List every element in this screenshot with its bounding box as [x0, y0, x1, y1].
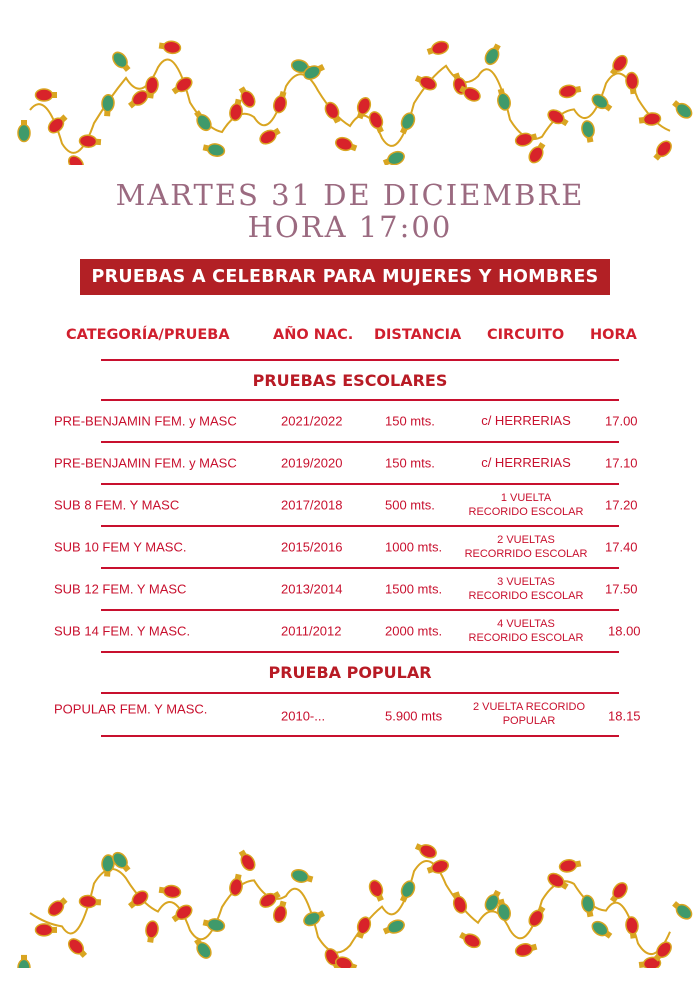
light-bulb-icon	[18, 120, 30, 142]
cell-circuito	[456, 491, 596, 519]
circuito-line: RECORRIDO ESCOLAR	[464, 548, 588, 560]
light-bulb-icon	[46, 112, 70, 135]
light-bulb-icon	[670, 899, 694, 922]
cell-categoria: SUB 10 FEM Y MASC.	[54, 539, 187, 555]
cell-distancia: 1000 mts.	[385, 539, 443, 555]
light-bulb-icon	[625, 72, 640, 95]
event-date: MARTES 31 DE DICIEMBRE	[115, 178, 585, 212]
col-header-hora: HORA	[590, 327, 637, 343]
cell-ano: 2019/2020	[281, 455, 343, 471]
light-bulb-icon	[670, 98, 694, 121]
light-bulb-icon	[66, 153, 89, 165]
col-header-ano-nac: AÑO NAC.	[273, 327, 354, 343]
light-bulb-icon	[46, 895, 70, 918]
light-bulb-icon	[110, 850, 133, 874]
light-bulb-icon	[79, 895, 101, 908]
light-bulb-icon	[290, 868, 314, 885]
light-bulb-icon	[397, 879, 417, 904]
col-header-categoria: CATEGORÍA/PRUEBA	[66, 327, 230, 343]
table-row	[0, 569, 700, 609]
light-bulb-icon	[334, 135, 358, 154]
light-bulb-icon	[414, 841, 439, 861]
light-bulb-icon	[66, 936, 89, 960]
garland-wire	[30, 861, 670, 954]
circuito-line: 2 VUELTAS	[497, 534, 555, 546]
table-row	[0, 401, 700, 441]
circuito-line: 1 VUELTA	[500, 492, 552, 504]
cell-circuito	[456, 617, 596, 645]
light-bulb-icon	[559, 858, 582, 874]
divider	[101, 359, 619, 361]
banner-title: PRUEBAS A CELEBRAR PARA MUJERES Y HOMBRES	[80, 259, 610, 295]
light-bulb-icon	[18, 955, 30, 968]
light-bulb-icon	[202, 141, 226, 157]
cell-distancia: 1500 mts.	[385, 581, 443, 597]
light-bulb-icon	[367, 878, 386, 902]
cell-ano: 2015/2016	[281, 539, 343, 555]
col-header-circuito: CIRCUITO	[487, 327, 565, 343]
light-bulb-icon	[580, 894, 596, 917]
light-bulb-icon	[36, 89, 58, 101]
cell-hora: 17.20	[605, 497, 638, 513]
circuito-line: 4 VUELTAS	[497, 618, 555, 630]
light-bulb-icon	[590, 92, 614, 114]
cell-hora: 17.10	[605, 455, 638, 471]
light-bulb-icon	[158, 40, 181, 55]
cell-hora: 17.50	[605, 581, 638, 597]
cell-ano: 2010-...	[281, 708, 326, 724]
circuito-line: 2 VUELTA RECORIDO	[472, 701, 586, 713]
light-bulb-icon	[483, 42, 504, 67]
cell-circuito	[456, 533, 596, 561]
cell-hora: 18.15	[608, 708, 641, 724]
event-time: HORA 17:00	[247, 210, 453, 244]
light-bulb-icon	[272, 90, 289, 114]
table-row	[0, 443, 700, 483]
light-bulb-icon	[170, 75, 194, 97]
light-bulb-icon	[382, 918, 406, 937]
cell-hora: 18.00	[608, 623, 641, 639]
light-bulb-icon	[608, 880, 630, 904]
divider	[101, 651, 619, 653]
light-bulb-icon	[382, 149, 406, 165]
circuito-line: RECORIDO ESCOLAR	[468, 632, 584, 644]
cell-ano: 2017/2018	[281, 497, 343, 513]
circuito-line: 3 VUELTAS	[497, 576, 555, 588]
cell-ano: 2021/2022	[281, 413, 343, 429]
cell-circuito: c/ HERRERIAS	[481, 413, 571, 428]
cell-distancia: 150 mts.	[385, 413, 435, 429]
cell-ano: 2011/2012	[281, 623, 342, 639]
light-bulb-icon	[258, 125, 283, 146]
light-bulb-icon	[397, 111, 417, 136]
light-bulb-icon	[302, 908, 327, 928]
cell-hora: 17.40	[605, 539, 638, 555]
garland-wire	[30, 60, 670, 153]
table-row	[0, 611, 700, 651]
section-title-escolares: PRUEBAS ESCOLARES	[252, 371, 448, 390]
circuito-line: POPULAR	[502, 715, 556, 727]
cell-categoria: PRE-BENJAMIN FEM. y MASC	[54, 455, 237, 471]
cell-categoria: SUB 14 FEM. Y MASC.	[54, 623, 191, 639]
light-bulb-icon	[590, 919, 614, 941]
light-bulb-icon	[625, 916, 640, 939]
light-bulb-icon	[126, 888, 150, 911]
cell-categoria: POPULAR FEM. Y MASC.	[54, 701, 208, 717]
cell-circuito	[459, 700, 599, 728]
light-bulb-icon	[514, 941, 538, 958]
light-bulb-icon	[526, 904, 548, 929]
table-row	[0, 694, 700, 734]
light-bulb-icon	[170, 903, 194, 925]
light-bulb-icon	[110, 50, 133, 74]
light-bulb-icon	[426, 39, 450, 57]
light-bulb-icon	[101, 94, 114, 116]
circuito-line: RECORIDO ESCOLAR	[468, 506, 584, 518]
cell-categoria: PRE-BENJAMIN FEM. y MASC	[54, 413, 237, 429]
section-title-popular: PRUEBA POPULAR	[268, 663, 432, 682]
light-bulb-icon	[367, 110, 386, 134]
christmas-lights-garland-top-icon	[0, 35, 700, 165]
cell-categoria: SUB 8 FEM. Y MASC	[54, 497, 180, 513]
light-bulb-icon	[144, 920, 159, 943]
light-bulb-icon	[458, 929, 483, 950]
light-bulb-icon	[192, 108, 214, 132]
light-bulb-icon	[79, 135, 101, 148]
christmas-lights-garland-bottom-icon	[0, 838, 700, 968]
cell-distancia: 2000 mts.	[385, 623, 443, 639]
light-bulb-icon	[580, 120, 596, 143]
cell-categoria: SUB 12 FEM. Y MASC	[54, 581, 187, 597]
light-bulb-icon	[36, 924, 58, 936]
light-bulb-icon	[651, 138, 674, 162]
circuito-line: RECORIDO ESCOLAR	[468, 590, 584, 602]
col-header-distancia: DISTANCIA	[374, 327, 462, 343]
cell-distancia: 5.900 mts	[385, 708, 443, 724]
divider	[101, 735, 619, 737]
cell-distancia: 150 mts.	[385, 455, 435, 471]
cell-ano: 2013/2014	[281, 581, 343, 597]
light-bulb-icon	[158, 884, 181, 899]
light-bulb-icon	[202, 917, 226, 933]
table-row	[0, 527, 700, 567]
light-bulb-icon	[236, 848, 257, 873]
cell-distancia: 500 mts.	[385, 497, 435, 513]
table-row	[0, 485, 700, 525]
cell-circuito: c/ HERRERIAS	[481, 455, 571, 470]
light-bulb-icon	[514, 130, 538, 147]
cell-circuito	[456, 575, 596, 603]
light-bulb-icon	[228, 873, 244, 897]
light-bulb-icon	[559, 83, 582, 99]
light-bulb-icon	[495, 88, 512, 112]
cell-hora: 17.00	[605, 413, 638, 429]
